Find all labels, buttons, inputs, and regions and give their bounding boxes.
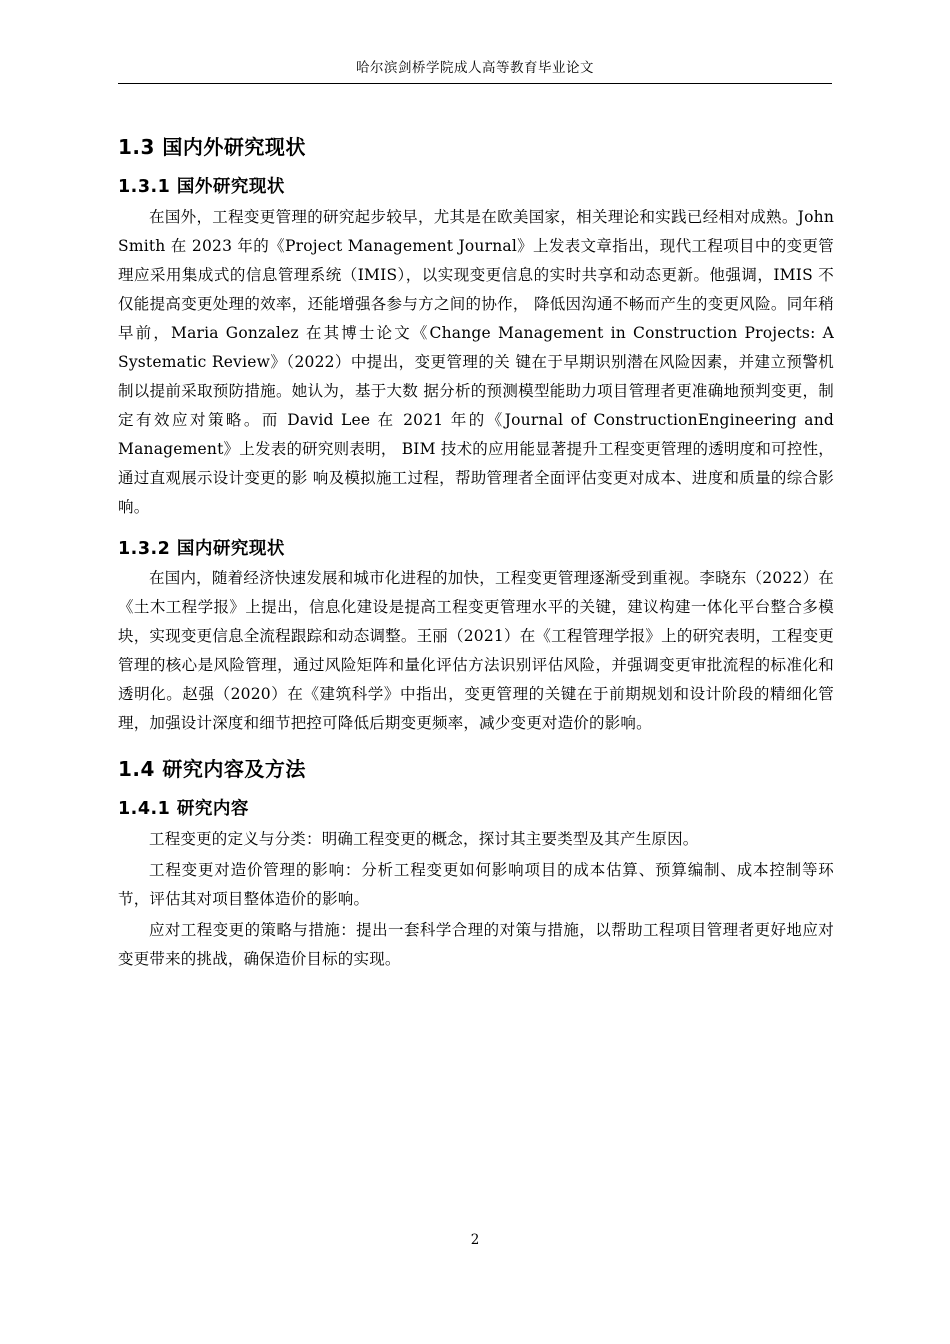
section-heading-1-3: 1.3 国内外研究现状 bbox=[118, 135, 306, 159]
paragraph: 在国内，随着经济快速发展和城市化进程的加快，工程变更管理逐渐受到重视。李晓东（2022）在《土木工程学报》上提出，信息化建设是提高工程变更管理水平的关键，建议构建一体化平台整合多模块，实现变更信息全流程跟踪和动态调整。王丽（2021）在《工程管理学报》上的研究表明，工程变更管理的核心是风险管理，通过风险矩阵和量化评估方法识别评估风险，并强调变更审批流程的标准化和透明化。赵强（2020）在《建筑科学》中指出，变更管理的关键在于前期规划和设计阶段的精细化管理，加强设计深度和细节把控可降低后期变更频率，减少变更对造价的影响。 bbox=[118, 569, 834, 733]
page-header: 哈尔滨剑桥学院成人高等教育毕业论文 bbox=[118, 56, 832, 84]
page-number: 2 bbox=[470, 1232, 480, 1248]
subsection-heading-1-4-1: 1.4.1 研究内容 bbox=[118, 799, 249, 820]
paragraph: 工程变更的定义与分类：明确工程变更的概念，探讨其主要类型及其产生原因。 bbox=[149, 829, 699, 848]
paragraph: 应对工程变更的策略与措施：提出一套科学合理的对策与措施，以帮助工程项目管理者更好地应对变更带来的挑战，确保造价目标的实现。 bbox=[118, 920, 834, 968]
section-heading-1-4: 1.4 研究内容及方法 bbox=[118, 757, 306, 782]
document-body bbox=[118, 116, 834, 976]
paragraph: 工程变更对造价管理的影响：分析工程变更如何影响项目的成本估算、预算编制、成本控制等环节，评估其对项目整体造价的影响。 bbox=[118, 860, 834, 908]
subsection-heading-1-3-2: 1.3.2 国内研究现状 bbox=[118, 538, 285, 559]
paragraph: 在国外，工程变更管理的研究起步较早，尤其是在欧美国家，相关理论和实践已经相对成熟。John Smith 在 2023 年的《Project Management Journal》上发表文章指出，现代工程项目中的变更管理应采用集成式的信息管理系统（IMIS），以实现变更信息的实时共享和动态更新。他强调，IMIS 不仅能提高变更处理的效率，还能增强各参与方之间的协作， 降低因沟通不畅而产生的变更风险。同年稍早前，Maria Gonzalez 在其博士论文《Change Management in Construction Projects: A Systematic Review》（2022）中提出，变更管理的关 键在于早期识别潜在风险因素，并建立预警机制以提前采取预防措施。她认为，基于大数 据分析的预测模型能助力项目管理者更准确地预判变更，制定有效应对策略。而 David Lee 在 2021 年的《Journal of ConstructionEngineering and Management》上发表的研究则表明， BIM 技术的应用能显著提升工程变更管理的透明度和可控性，通过直观展示设计变更的影 响及模拟施工过程，帮助管理者全面评估变更对成本、进度和质量的综合影响。 bbox=[118, 207, 834, 516]
subsection-heading-1-3-1: 1.3.1 国外研究现状 bbox=[118, 177, 285, 197]
